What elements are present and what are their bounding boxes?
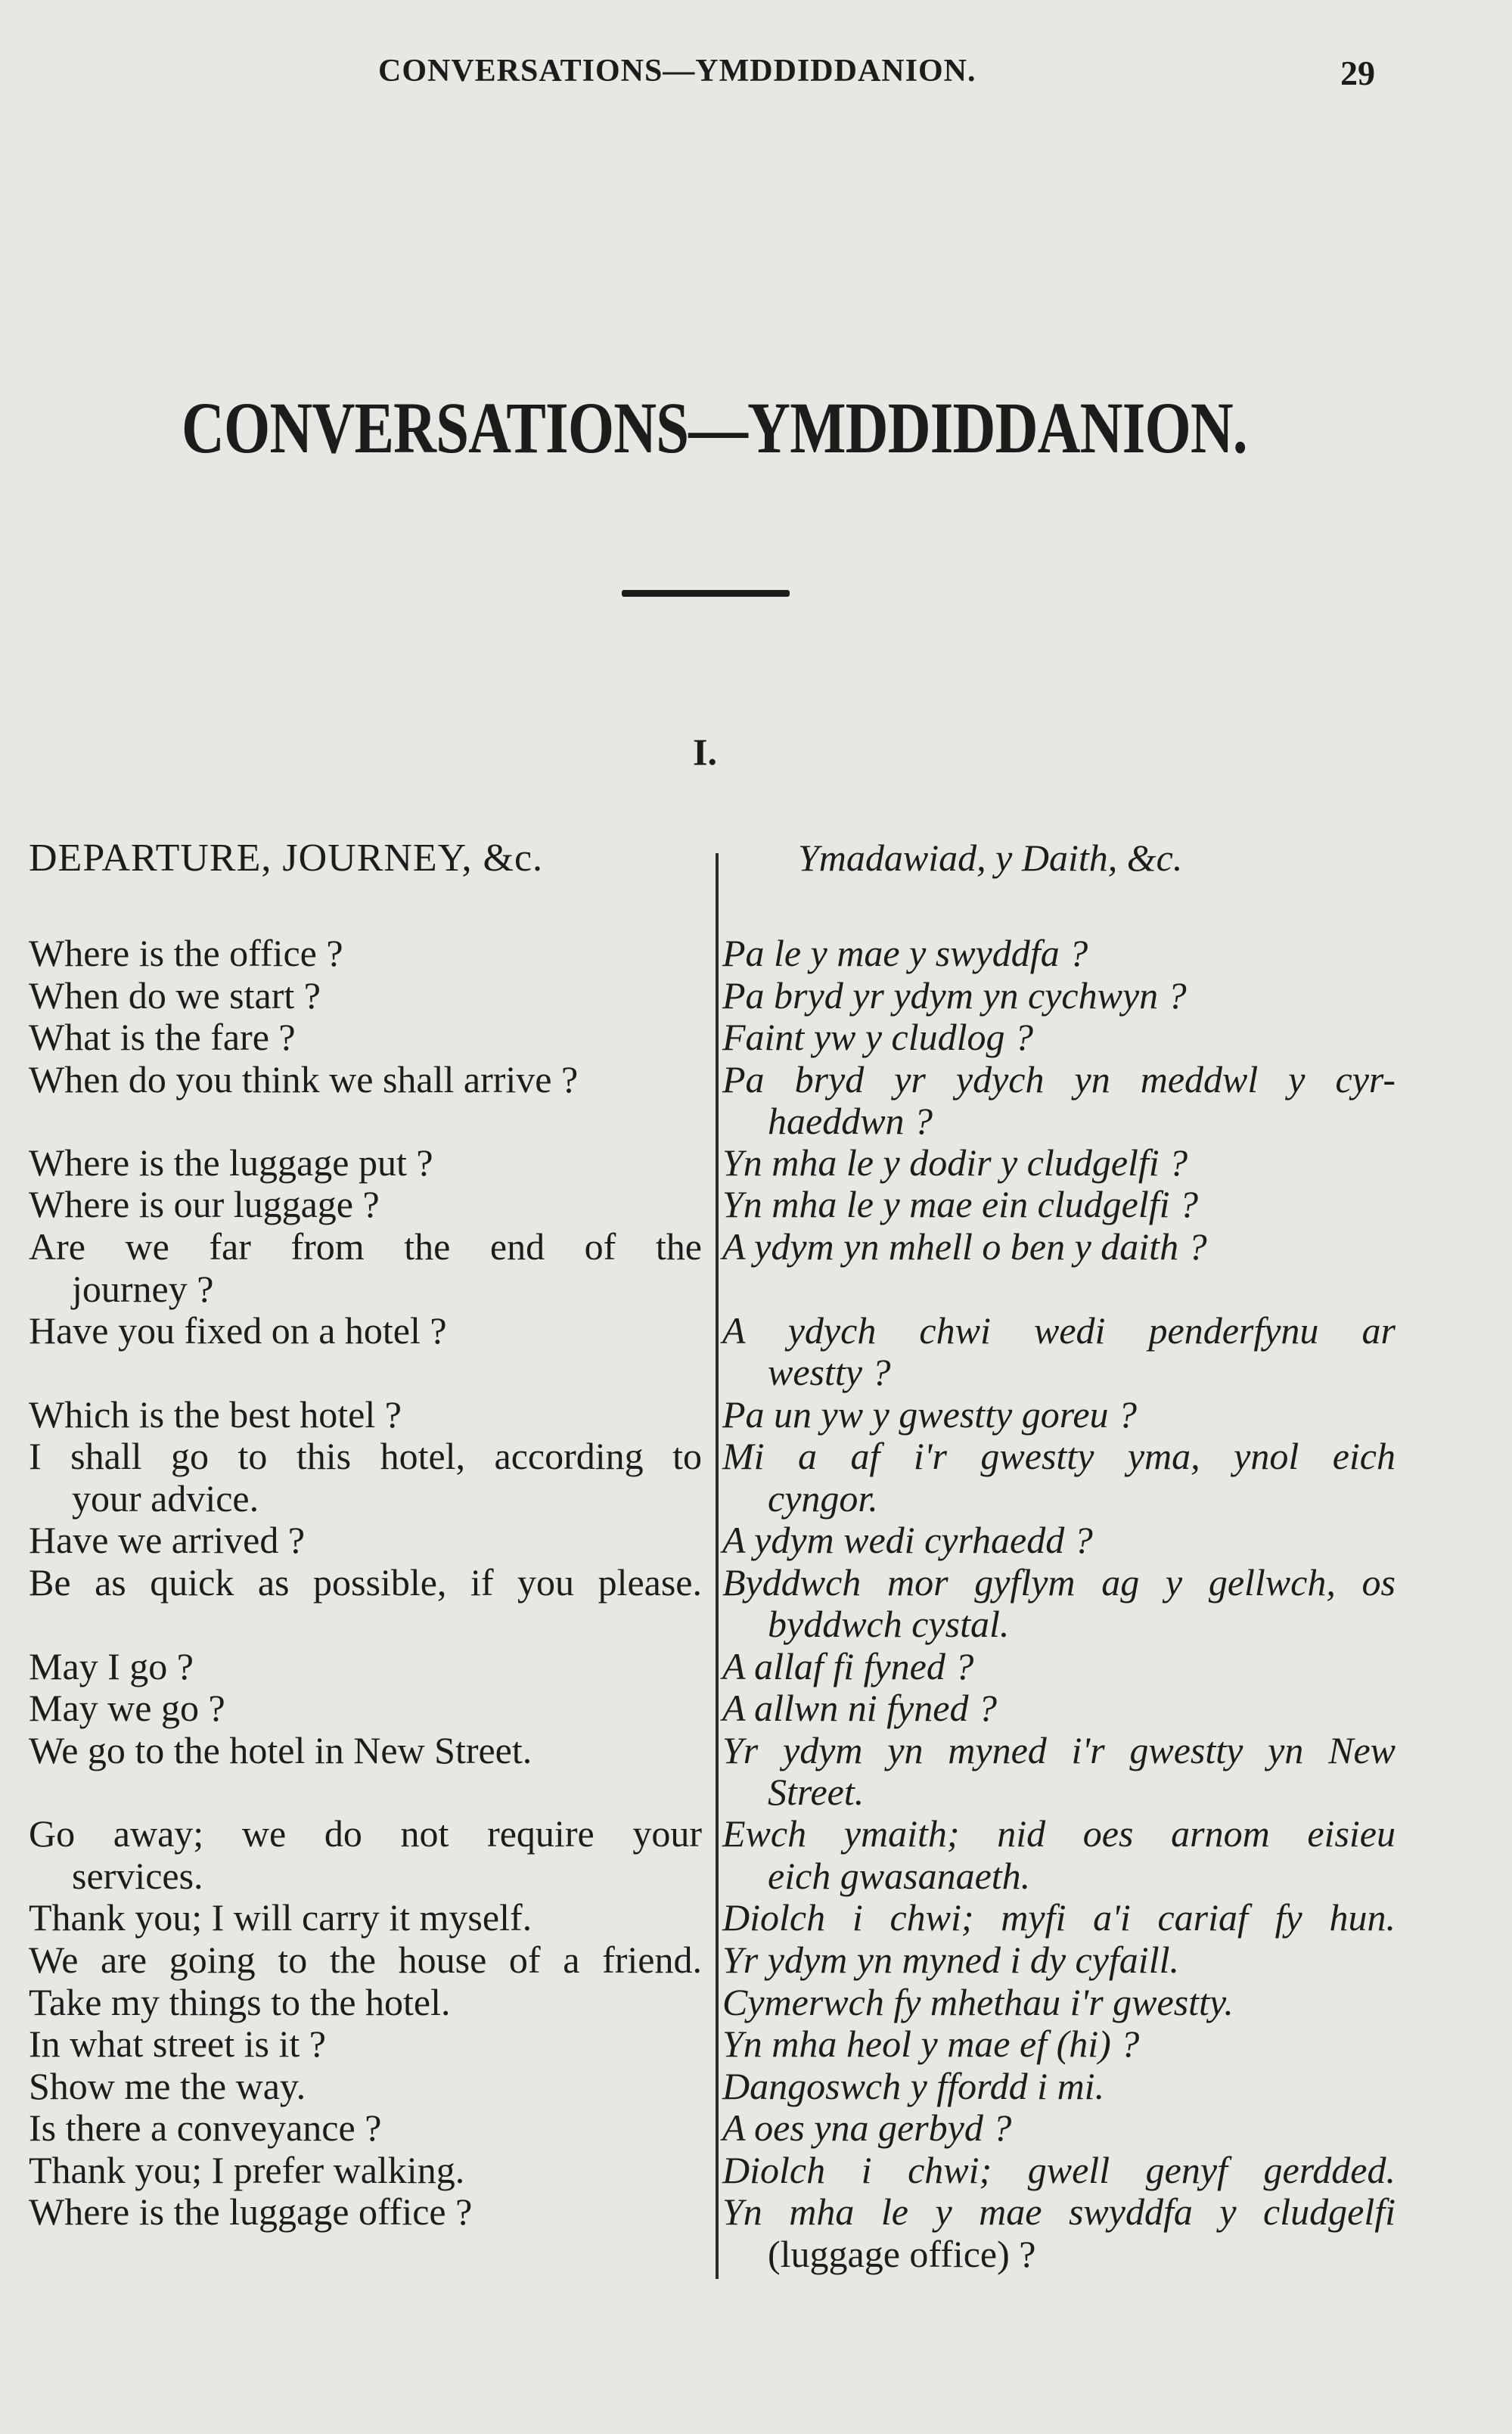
welsh-line: A ydych chwi wedi penderfynu ar — [722, 1309, 1396, 1352]
column-divider — [716, 853, 719, 2279]
welsh-line: A ydym wedi cyrhaedd ? — [722, 1519, 1093, 1561]
welsh-line: A allaf fi fyned ? — [722, 1645, 974, 1687]
english-line: services. — [72, 1855, 203, 1897]
english-line: Go away; we do not require your — [29, 1812, 702, 1855]
english-line: Is there a conveyance ? — [29, 2106, 382, 2149]
welsh-line: Yn mha le y mae ein cludgelfi ? — [722, 1183, 1199, 1225]
english-line: Where is the luggage office ? — [29, 2190, 473, 2233]
welsh-line: A ydym yn mhell o ben y daith ? — [722, 1225, 1207, 1268]
page-title: CONVERSATIONS—YMDDIDDANION. — [182, 387, 1247, 468]
running-head: CONVERSATIONS—YMDDIDDANION. — [378, 54, 976, 88]
welsh-line: byddwch cystal. — [768, 1603, 1010, 1645]
english-line: Thank you; I will carry it myself. — [29, 1896, 532, 1939]
welsh-line: Ewch ymaith; nid oes arnom eisieu — [722, 1812, 1396, 1855]
welsh-line: Pa un yw y gwestty goreu ? — [722, 1393, 1138, 1436]
title-rule — [622, 590, 790, 597]
welsh-line: Yr ydym yn myned i dy cyfaill. — [722, 1939, 1179, 1981]
english-line: Show me the way. — [29, 2065, 306, 2107]
english-line: We go to the hotel in New Street. — [29, 1729, 532, 1771]
welsh-line: Dangoswch y ffordd i mi. — [722, 2065, 1105, 2107]
english-line: We are going to the house of a friend. — [29, 1939, 702, 1981]
welsh-line: Byddwch mor gyflym ag y gellwch, os — [722, 1561, 1396, 1604]
page-number: 29 — [1340, 54, 1375, 92]
welsh-line: westty ? — [768, 1351, 891, 1393]
english-line: May I go ? — [29, 1645, 194, 1687]
welsh-line: haeddwn ? — [768, 1100, 933, 1142]
welsh-line: Yr ydym yn myned i'r gwestty yn New — [722, 1729, 1396, 1771]
english-line: When do you think we shall arrive ? — [29, 1058, 579, 1101]
english-line: journey ? — [72, 1268, 214, 1310]
english-line: Take my things to the hotel. — [29, 1981, 451, 2023]
english-line: Are we far from the end of the — [29, 1225, 702, 1268]
welsh-line: Cymerwch fy mhethau i'r gwestty. — [722, 1981, 1234, 2023]
english-column-heading: DEPARTURE, JOURNEY, &c. — [29, 837, 544, 880]
welsh-column-heading: Ymadawiad, y Daith, &c. — [798, 837, 1183, 879]
welsh-line: Pa le y mae y swyddfa ? — [722, 932, 1088, 974]
english-line: Where is our luggage ? — [29, 1183, 380, 1225]
welsh-line-text: (luggage office) ? — [768, 2233, 1036, 2275]
welsh-line: A oes yna gerbyd ? — [722, 2106, 1012, 2149]
english-line: When do we start ? — [29, 974, 321, 1017]
welsh-line: Street. — [768, 1771, 865, 1813]
welsh-line: Diolch i chwi; gwell genyf gerdded. — [722, 2149, 1396, 2191]
english-line: Have we arrived ? — [29, 1519, 306, 1561]
welsh-line: Yn mha le y dodir y cludgelfi ? — [722, 1141, 1188, 1184]
welsh-line: eich gwasanaeth. — [768, 1855, 1031, 1897]
section-numeral: I. — [693, 731, 717, 773]
english-line: In what street is it ? — [29, 2023, 326, 2065]
welsh-line: Mi a af i'r gwestty yma, ynol eich — [722, 1435, 1396, 1477]
welsh-line — [768, 2233, 1035, 2275]
english-line: Where is the office ? — [29, 932, 343, 974]
english-line: I shall go to this hotel, according to — [29, 1435, 702, 1477]
welsh-line: cyngor. — [768, 1477, 878, 1520]
english-line: Have you fixed on a hotel ? — [29, 1309, 447, 1352]
english-line: your advice. — [72, 1477, 259, 1520]
english-line: Where is the luggage put ? — [29, 1141, 433, 1184]
welsh-line: Faint yw y cludlog ? — [722, 1016, 1034, 1058]
english-line: What is the fare ? — [29, 1016, 296, 1058]
english-line: Thank you; I prefer walking. — [29, 2149, 465, 2191]
welsh-line: Diolch i chwi; myfi a'i cariaf fy hun. — [722, 1896, 1396, 1939]
welsh-line: Pa bryd yr ydych yn meddwl y cyr- — [722, 1058, 1396, 1101]
english-line: Be as quick as possible, if you please. — [29, 1561, 702, 1604]
welsh-line: Pa bryd yr ydym yn cychwyn ? — [722, 974, 1187, 1017]
english-line: May we go ? — [29, 1687, 225, 1729]
welsh-line: Yn mha le y mae swyddfa y cludgelfi — [722, 2190, 1396, 2233]
english-line: Which is the best hotel ? — [29, 1393, 402, 1436]
welsh-line: Yn mha heol y mae ef (hi) ? — [722, 2023, 1140, 2065]
welsh-line: A allwn ni fyned ? — [722, 1687, 997, 1729]
